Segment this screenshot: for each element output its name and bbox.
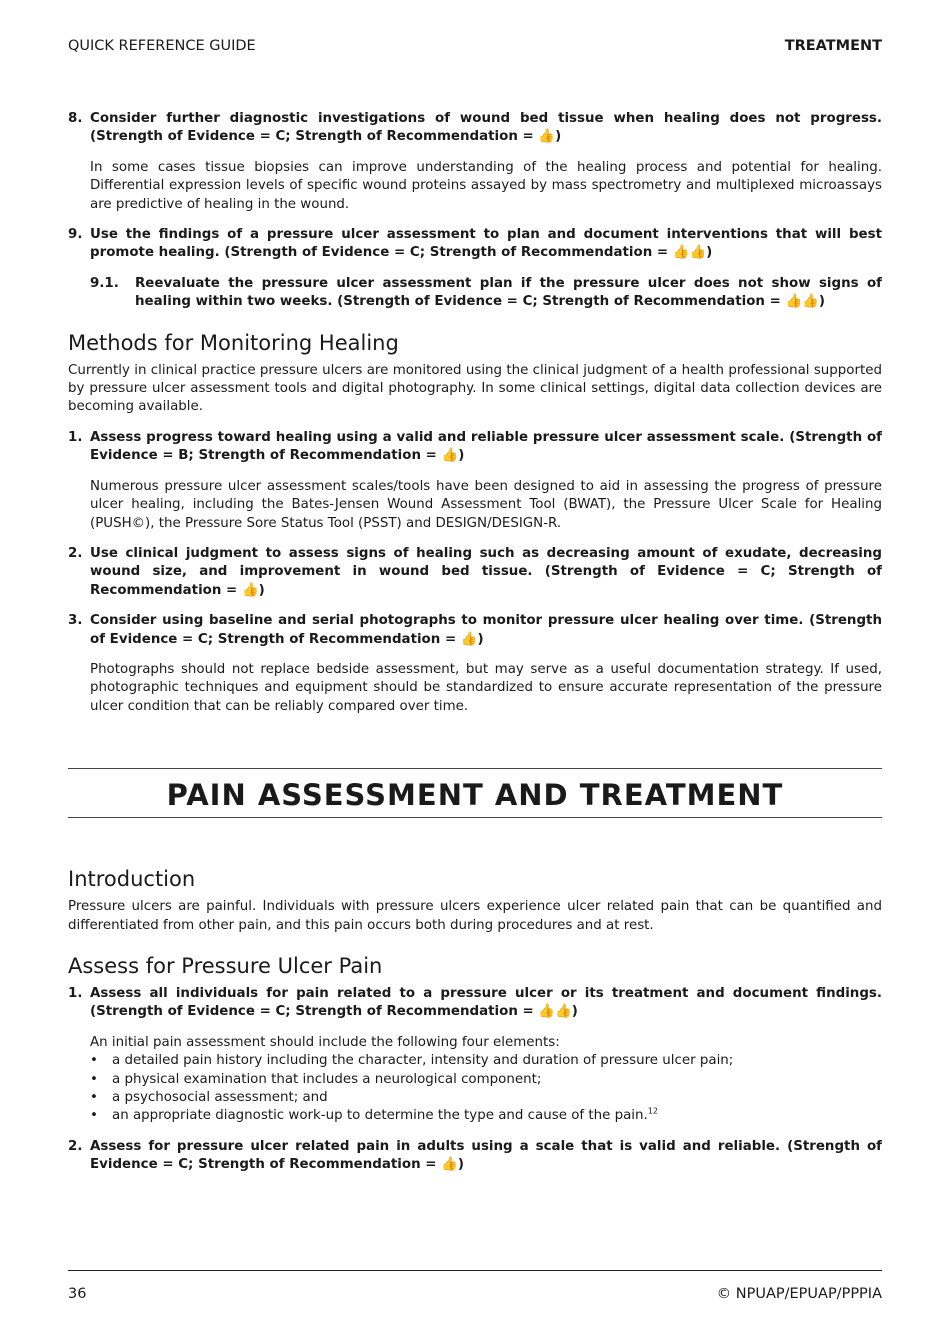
close-paren: ): [458, 448, 465, 464]
close-paren: ): [555, 129, 562, 145]
list-item: [90, 1107, 882, 1125]
header-section: TREATMENT: [784, 38, 882, 54]
item-text: Assess for pressure ulcer related pain in adults using a scale that is valid and reliable. (Strength of Evidence = C; Strength of Recommendation =: [90, 1138, 882, 1173]
assess-item-1: [68, 985, 882, 1022]
introduction-text: Pressure ulcers are painful. Individuals with pressure ulcers experience ulcer related pain that can be quantified and differentiated from other pain, and this pain occurs both during procedures and at rest.: [68, 899, 882, 933]
monitoring-item-3-note: Photographs should not replace bedside assessment, but may serve as a useful documentation strategy. If used, photographic techniques and equipment should be standardized to ensure accurate representation of the pressure ulcer condition that can be reliably compared over time.: [90, 661, 882, 714]
thumbs-up-icon: 👍: [441, 1157, 458, 1173]
assess-item-1-lead: An initial pain assessment should include the following four elements:: [90, 1034, 560, 1050]
close-paren: ): [258, 582, 265, 598]
monitoring-intro: Currently in clinical practice pressure ulcers are monitored using the clinical judgment of a health professional supported by pressure ulcer assessment tools and digital photography. In some clinical settings, digital data collection devices are becoming available.: [68, 362, 882, 415]
list-item-text: a psychosocial assessment; and: [112, 1090, 328, 1105]
page-number: 36: [68, 1286, 87, 1302]
item-number: 2.: [68, 545, 83, 561]
list-item-text: a detailed pain history including the character, intensity and duration of pressure ulcer pain;: [112, 1053, 734, 1069]
page-header: [68, 38, 882, 54]
monitoring-item-2: [68, 545, 882, 600]
item-text: Consider using baseline and serial photographs to monitor pressure ulcer healing over time. (Strength of Evidence = C; Strength of Recommendation =: [90, 613, 882, 647]
page-footer: [68, 1286, 882, 1302]
item-number: 1.: [68, 429, 83, 445]
item-text: Use the findings of a pressure ulcer assessment to plan and document interventions that will best promote healing. (Strength of Evidence = C; Strength of Recommendation =: [90, 227, 882, 261]
monitoring-item-1: [68, 429, 882, 466]
monitoring-item-1-note: Numerous pressure ulcer assessment scales/tools have been designed to aid in assessing the progress of pressure ulcer healing, including the Bates-Jensen Wound Assessment Tool (BWAT), the Pressure Ulcer Scale for Healing (PUSH©), the Pressure Sore Status Tool (PSST) and DESIGN/DESIGN-R.: [90, 478, 882, 531]
assess-heading: Assess for Pressure Ulcer Pain: [68, 953, 383, 978]
close-paren: ): [571, 1004, 578, 1020]
assess-item-2: [68, 1138, 882, 1175]
list-item: [90, 1052, 882, 1070]
recommendation-9: [68, 226, 882, 263]
assessment-elements-list: [90, 1052, 882, 1126]
thumbs-up-icon: 👍: [538, 129, 556, 145]
close-paren: ): [457, 1157, 464, 1173]
item-number: 2.: [68, 1138, 83, 1154]
close-paren: ): [477, 631, 484, 647]
page-content: [68, 110, 882, 1187]
monitoring-heading: Methods for Monitoring Healing: [68, 330, 399, 355]
introduction-heading: Introduction: [68, 867, 196, 892]
item-text: Assess all individuals for pain related to a pressure ulcer or its treatment and document findings. (Strength of Evidence = C; Strength of Recommendation =: [90, 985, 882, 1020]
reference-number: 12: [647, 1106, 658, 1116]
section-banner: PAIN ASSESSMENT AND TREATMENT: [68, 768, 882, 818]
close-paren: ): [818, 294, 825, 310]
item-number: 3.: [68, 613, 83, 629]
item-text: Reevaluate the pressure ulcer assessment plan if the pressure ulcer does not show signs of healing within two weeks. (Strength of Evidence = C; Strength of Recommendation =: [135, 275, 882, 310]
thumbs-up-icon: 👍👍: [538, 1004, 572, 1020]
item-text: Assess progress toward healing using a valid and reliable pressure ulcer assessment scale. (Strength of Evidence = B; Strength of Recommendation =: [90, 429, 882, 464]
recommendation-9-1: [90, 275, 882, 312]
recommendation-8-note: In some cases tissue biopsies can improve understanding of the healing process and potential for healing. Differential expression levels of specific wound proteins assayed by mass spectrometry and multiplexed microassays are predictive of healing in the wound.: [90, 159, 882, 212]
list-item: [90, 1089, 882, 1107]
header-guide-title: QUICK REFERENCE GUIDE: [68, 38, 256, 54]
monitoring-item-3: [68, 612, 882, 649]
item-number: 8.: [68, 111, 83, 126]
thumbs-up-icon: 👍: [441, 448, 459, 464]
thumbs-up-icon: 👍👍: [672, 245, 707, 261]
thumbs-up-icon: 👍: [241, 582, 259, 598]
close-paren: ): [706, 245, 713, 261]
item-number: 9.: [68, 227, 83, 243]
item-number: 1.: [68, 985, 83, 1001]
item-text: Consider further diagnostic investigations of wound bed tissue when healing does not progress. (Strength of Evidence = C; Strength of Recommendation =: [90, 111, 882, 145]
copyright: © NPUAP/EPUAP/PPPIA: [716, 1286, 882, 1302]
list-item-text: an appropriate diagnostic work-up to determine the type and cause of the pain.: [112, 1108, 648, 1124]
list-item-text: a physical examination that includes a neurological component;: [112, 1071, 542, 1087]
thumbs-up-icon: 👍: [460, 631, 478, 647]
item-number: 9.1.: [90, 275, 119, 291]
list-item: [90, 1071, 882, 1089]
item-text: Use clinical judgment to assess signs of healing such as decreasing amount of exudate, decreasing wound size, and improvement in wound bed tissue. (Strength of Evidence = C; Strength of Recommendation =: [90, 545, 882, 598]
recommendation-8: [68, 110, 882, 147]
footer-rule: [68, 1270, 882, 1271]
thumbs-up-icon: 👍👍: [785, 294, 819, 310]
